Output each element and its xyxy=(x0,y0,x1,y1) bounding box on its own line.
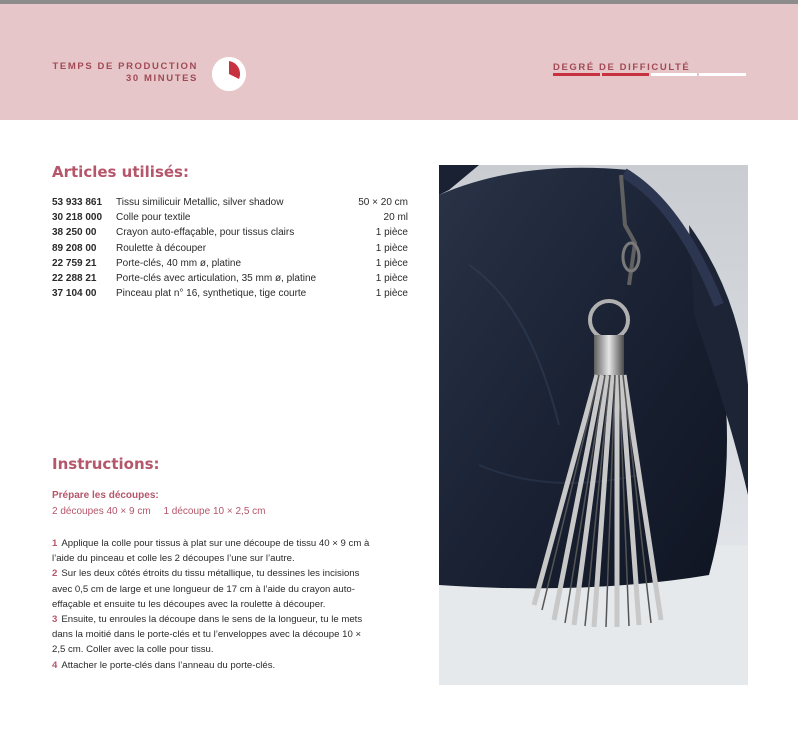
difficulty-bar-segment xyxy=(651,73,698,76)
prep-title: Prépare les découpes: xyxy=(52,490,159,501)
step-number: 2 xyxy=(52,568,58,580)
article-code: 22 759 21 xyxy=(52,257,97,269)
article-row xyxy=(52,241,408,256)
instruction-step xyxy=(52,612,372,658)
instruction-step xyxy=(52,536,372,566)
difficulty-bar-segment xyxy=(602,73,649,76)
steps-list xyxy=(52,536,372,673)
instruction-step xyxy=(52,566,372,612)
article-code: 37 104 00 xyxy=(52,288,97,300)
article-description: Crayon auto-effaçable, pour tissus clairs xyxy=(116,227,295,239)
article-description: Tissu similicuir Metallic, silver shadow xyxy=(116,197,284,209)
article-quantity: 20 ml xyxy=(383,212,408,224)
article-row xyxy=(52,195,408,210)
step-text: Ensuite, tu enroules la découpe dans le sens de la longueur, tu le mets dans la moitié dans le porte-clés et tu l’enveloppes avec la découpe 10 × 2,5 cm. Coller avec la colle pour tissu. xyxy=(52,614,363,656)
prep-list xyxy=(52,506,276,517)
difficulty-label: DEGRÉ DE DIFFICULTÉ xyxy=(553,62,691,73)
article-row xyxy=(52,256,408,271)
article-code: 30 218 000 xyxy=(52,212,103,224)
article-quantity: 1 pièce xyxy=(375,257,408,269)
production-label: TEMPS DE PRODUCTION xyxy=(52,61,198,72)
article-row xyxy=(52,210,408,225)
article-row xyxy=(52,271,408,286)
article-row xyxy=(52,286,408,301)
articles-title: Articles utilisés: xyxy=(52,163,189,181)
difficulty-bar-segment xyxy=(553,73,600,76)
article-description: Porte-clés, 40 mm ø, platine xyxy=(116,257,242,269)
article-quantity: 1 pièce xyxy=(375,288,408,300)
header-band xyxy=(0,4,798,120)
step-number: 4 xyxy=(52,659,58,671)
bag-with-tassel-photo xyxy=(439,165,748,685)
article-description: Porte-clés avec articulation, 35 mm ø, platine xyxy=(116,273,317,285)
article-description: Roulette à découper xyxy=(116,242,207,254)
prep-item: 2 découpes 40 × 9 cm xyxy=(52,506,151,517)
article-code: 89 208 00 xyxy=(52,242,97,254)
production-time-block xyxy=(53,61,198,85)
article-quantity: 1 pièce xyxy=(375,273,408,285)
step-text: Attacher le porte-clés dans l’anneau du porte-clés. xyxy=(61,659,276,671)
instructions-title: Instructions: xyxy=(52,455,160,473)
articles-list xyxy=(52,195,408,301)
article-quantity: 1 pièce xyxy=(375,227,408,239)
step-number: 1 xyxy=(52,538,58,549)
article-description: Colle pour textile xyxy=(116,212,191,224)
clock-icon xyxy=(212,57,246,91)
production-time: 30 MINUTES xyxy=(126,73,198,84)
article-description: Pinceau plat n° 16, synthetique, tige courte xyxy=(116,288,307,300)
prep-item: 1 découpe 10 × 2,5 cm xyxy=(163,506,266,517)
article-quantity: 50 × 20 cm xyxy=(358,197,408,209)
article-row xyxy=(52,225,408,240)
step-number: 3 xyxy=(52,614,58,626)
step-text: Applique la colle pour tissus à plat sur une découpe de tissu 40 × 9 cm à l’aide du pinceau et colle les 2 découpes l’une sur l’autre. xyxy=(52,538,370,565)
step-text: Sur les deux côtés étroits du tissu métallique, tu dessines les incisions avec 0,5 cm de large et une longueur de 17 cm à l’aide du crayon auto-effaçable et ensuite tu les découpes avec la roulette à découper. xyxy=(52,568,360,610)
article-code: 22 288 21 xyxy=(52,273,97,285)
article-code: 53 933 861 xyxy=(52,197,103,209)
article-quantity: 1 pièce xyxy=(375,242,408,254)
instruction-step xyxy=(52,658,372,673)
difficulty-bar-segment xyxy=(699,73,746,76)
article-code: 38 250 00 xyxy=(52,227,97,239)
